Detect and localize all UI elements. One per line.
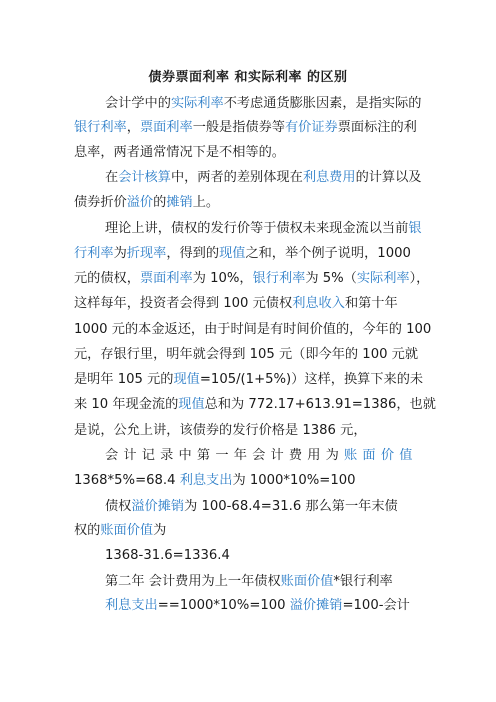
text-span: 不考虑通货膨胀因素，是指实际的: [223, 96, 422, 111]
paragraph-line: [74, 320, 431, 339]
paragraph-line: [74, 294, 398, 313]
keyword-link[interactable]: 现值: [173, 372, 200, 387]
text-span: 在: [105, 170, 119, 185]
paragraph-line: [74, 421, 367, 440]
keyword-link[interactable]: 票面利率: [139, 120, 193, 135]
text-span: 中，两者的差别体现在: [170, 170, 303, 185]
keyword-link[interactable]: 银行利率: [74, 120, 127, 135]
text-span: 元，存银行里，明年就会得到 105 元（即今年的 100 元就: [74, 347, 419, 362]
keyword-link[interactable]: 账面价值: [100, 523, 154, 538]
paragraph-line: [74, 370, 423, 389]
paragraph-line: [74, 193, 219, 212]
paragraph-line: [74, 395, 436, 414]
text-span: 债券折价: [74, 195, 127, 210]
text-span: 和第十年: [344, 296, 398, 311]
text-span: 1368*5%=68.4: [74, 473, 180, 488]
text-span: 为 10%，: [192, 271, 253, 286]
document-title: 债券票面利率 和实际利率 的区别: [148, 70, 348, 85]
text-span: 为: [113, 246, 127, 261]
text-span: 理论上讲，债权的发行价等于债权未来现金流以当前: [105, 221, 409, 236]
paragraph-line: [74, 345, 418, 364]
text-span: 1000 元的本金返还，由于时间是有时间价值的，今年的 100: [74, 322, 432, 337]
text-span: 来 10 年现金流的: [74, 397, 179, 412]
text-span: 债权: [105, 499, 132, 514]
keyword-link[interactable]: 账面价值: [344, 448, 418, 463]
text-span: 会计记录中第一年会计费用为: [105, 448, 345, 463]
text-span: 权的: [74, 523, 101, 538]
keyword-link[interactable]: 利息支出: [105, 598, 158, 613]
keyword-link[interactable]: 实际利率: [170, 96, 224, 111]
paragraph-line: [105, 546, 230, 565]
keyword-link[interactable]: 折现率: [126, 246, 167, 261]
keyword-link[interactable]: 溢价: [126, 195, 154, 210]
paragraph-line: [105, 219, 422, 238]
text-span: *银行利率: [333, 574, 393, 589]
text-span: =100-会计: [342, 598, 410, 613]
paragraph-line: [74, 269, 429, 288]
text-span: 是明年 105 元的: [74, 372, 174, 387]
text-span: 总和为 772.17+613.91=1386，也就: [204, 397, 436, 412]
text-span: 为 5%（: [305, 271, 357, 286]
text-span: 为: [153, 523, 167, 538]
text-span: ，: [126, 120, 140, 135]
text-span: 票面标注的利: [337, 120, 417, 135]
keyword-link[interactable]: 利息支出: [179, 473, 233, 488]
keyword-link[interactable]: 利息费用: [302, 170, 356, 185]
text-span: ），: [409, 271, 430, 286]
keyword-link[interactable]: 行利率: [74, 246, 114, 261]
paragraph-line: [105, 94, 422, 113]
text-span: 元的债权，: [74, 271, 140, 286]
keyword-link[interactable]: 摊销: [166, 195, 193, 210]
paragraph-line: [105, 446, 418, 465]
keyword-link[interactable]: 账面价值: [280, 574, 334, 589]
text-span: 上。: [192, 195, 220, 210]
keyword-link[interactable]: 票面利率: [139, 271, 193, 286]
paragraph-line: [105, 572, 393, 591]
paragraph-line: [74, 244, 411, 263]
text-span: 是说，公允上讲，该债券的发行价格是 1386 元，: [74, 423, 367, 438]
paragraph-line: [74, 471, 356, 490]
text-span: 会计学中的: [105, 96, 171, 111]
keyword-link[interactable]: 现值: [178, 397, 205, 412]
text-span: 的计算以及: [355, 170, 422, 185]
text-span: ==1000*10%=100: [157, 598, 290, 613]
text-span: 第二年 会计费用为上一年债权: [105, 574, 281, 589]
text-span: 这样每年，投资者会得到 100 元债权: [74, 296, 293, 311]
text-span: 为 100-68.4=31.6 那么第一年末债: [184, 499, 398, 514]
keyword-link[interactable]: 有价证券: [285, 120, 338, 135]
text-span: 的: [153, 195, 167, 210]
text-span: 之和，举个例子说明，1000: [245, 246, 411, 261]
paragraph-line: [105, 596, 410, 615]
text-span: 为 1000*10%=100: [232, 473, 356, 488]
text-span: ，得到的: [166, 246, 220, 261]
keyword-link[interactable]: 银: [408, 221, 422, 236]
keyword-link[interactable]: 实际利率: [356, 271, 410, 286]
keyword-link[interactable]: 现值: [219, 246, 246, 261]
paragraph-line: [74, 118, 417, 137]
text-span: 一般是指债券等: [192, 120, 285, 135]
text-span: =105/(1+5%)）这样，换算下来的未: [199, 372, 424, 387]
text-span: 息率，两者通常情况下是不相等的。: [74, 145, 285, 160]
paragraph-line: [74, 521, 166, 540]
keyword-link[interactable]: 利息收入: [292, 296, 345, 311]
paragraph-line: [105, 497, 398, 516]
keyword-link[interactable]: 会计核算: [118, 170, 171, 185]
keyword-link[interactable]: 溢价摊销: [131, 499, 185, 514]
paragraph-line: [105, 168, 422, 187]
paragraph-line: [74, 143, 285, 162]
text-span: 1368-31.6=1336.4: [105, 548, 230, 563]
keyword-link[interactable]: 溢价摊销: [289, 598, 343, 613]
keyword-link[interactable]: 银行利率: [252, 271, 306, 286]
